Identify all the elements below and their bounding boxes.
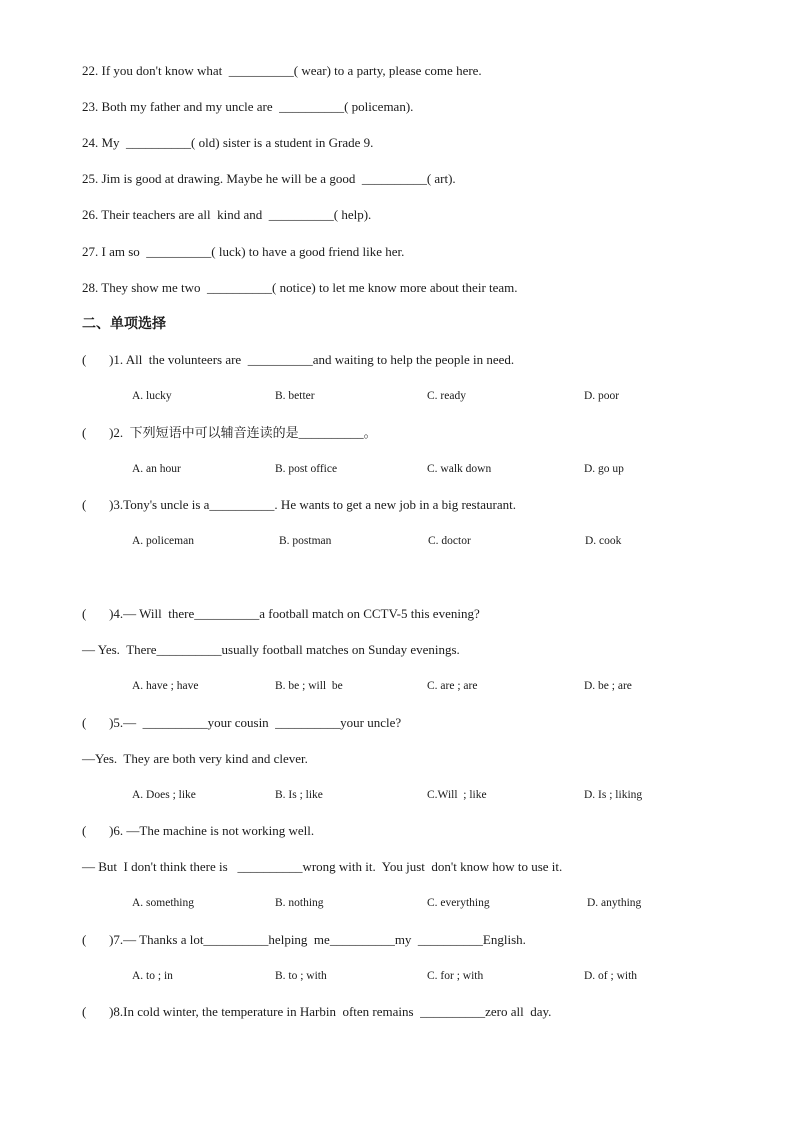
mc-question-8: ( )8.In cold winter, the temperature in Harbin often remains __________zero all day. — [82, 1004, 552, 1019]
question-23: 23. Both my father and my uncle are __________( policeman). — [82, 99, 414, 114]
option-b: B. postman — [279, 535, 332, 547]
question-28: 28. They show me two __________( notice) to let me know more about their team. — [82, 280, 518, 295]
option-b: B. nothing — [275, 897, 324, 909]
option-b: B. be ; will be — [275, 680, 343, 692]
mc-question-2: ( )2. 下列短语中可以辅音连读的是__________。 — [82, 425, 377, 440]
option-d: D. go up — [584, 463, 624, 475]
option-d: D. poor — [584, 390, 620, 402]
question-25: 25. Jim is good at drawing. Maybe he will be a good __________( art). — [82, 171, 456, 186]
mc-question-6-reply: — But I don't think there is __________wrong with it. You just don't know how to use it. — [82, 859, 563, 874]
option-b: B. Is ; like — [275, 789, 323, 801]
mc-question-1: ( )1. All the volunteers are __________and waiting to help the people in need. — [82, 352, 515, 367]
mc-question-5: ( )5.— __________your cousin __________your uncle? — [82, 715, 402, 730]
option-c: C. doctor — [428, 535, 471, 547]
option-a: A. lucky — [132, 390, 172, 402]
option-b: B. better — [275, 390, 315, 402]
mc-question-7: ( )7.— Thanks a lot__________helping me__________my __________English. — [82, 932, 526, 947]
option-a: A. policeman — [132, 535, 194, 547]
option-d: D. cook — [585, 535, 622, 547]
option-a: A. have ; have — [132, 680, 199, 692]
question-22: 22. If you don't know what __________( wear) to a party, please come here. — [82, 63, 482, 78]
question-26: 26. Their teachers are all kind and __________( help). — [82, 207, 372, 222]
option-c: C.Will ; like — [427, 789, 487, 801]
mc-question-5-reply: —Yes. They are both very kind and clever. — [82, 751, 308, 766]
section-title: 二、单项选择 — [82, 316, 166, 332]
mc-question-6: ( )6. —The machine is not working well. — [82, 823, 315, 838]
mc-question-4: ( )4.— Will there__________a football match on CCTV-5 this evening? — [82, 606, 480, 621]
option-d: D. be ; are — [584, 680, 632, 692]
option-a: A. an hour — [132, 463, 181, 475]
option-b: B. post office — [275, 463, 338, 475]
option-a: A. something — [132, 897, 194, 909]
option-c: C. for ; with — [427, 970, 484, 982]
option-d: D. anything — [587, 897, 642, 909]
option-a: A. to ; in — [132, 970, 173, 982]
option-c: C. ready — [427, 390, 466, 402]
mc-question-3: ( )3.Tony's uncle is a__________. He wants to get a new job in a big restaurant. — [82, 497, 516, 512]
mc-question-4-reply: — Yes. There__________usually football matches on Sunday evenings. — [82, 642, 460, 657]
option-b: B. to ; with — [275, 970, 327, 982]
option-c: C. walk down — [427, 463, 492, 475]
option-a: A. Does ; like — [132, 789, 196, 801]
option-c: C. are ; are — [427, 680, 478, 692]
question-27: 27. I am so __________( luck) to have a good friend like her. — [82, 244, 405, 259]
question-24: 24. My __________( old) sister is a student in Grade 9. — [82, 135, 374, 150]
option-d: D. of ; with — [584, 970, 638, 982]
option-c: C. everything — [427, 897, 490, 909]
option-d: D. Is ; liking — [584, 789, 643, 801]
